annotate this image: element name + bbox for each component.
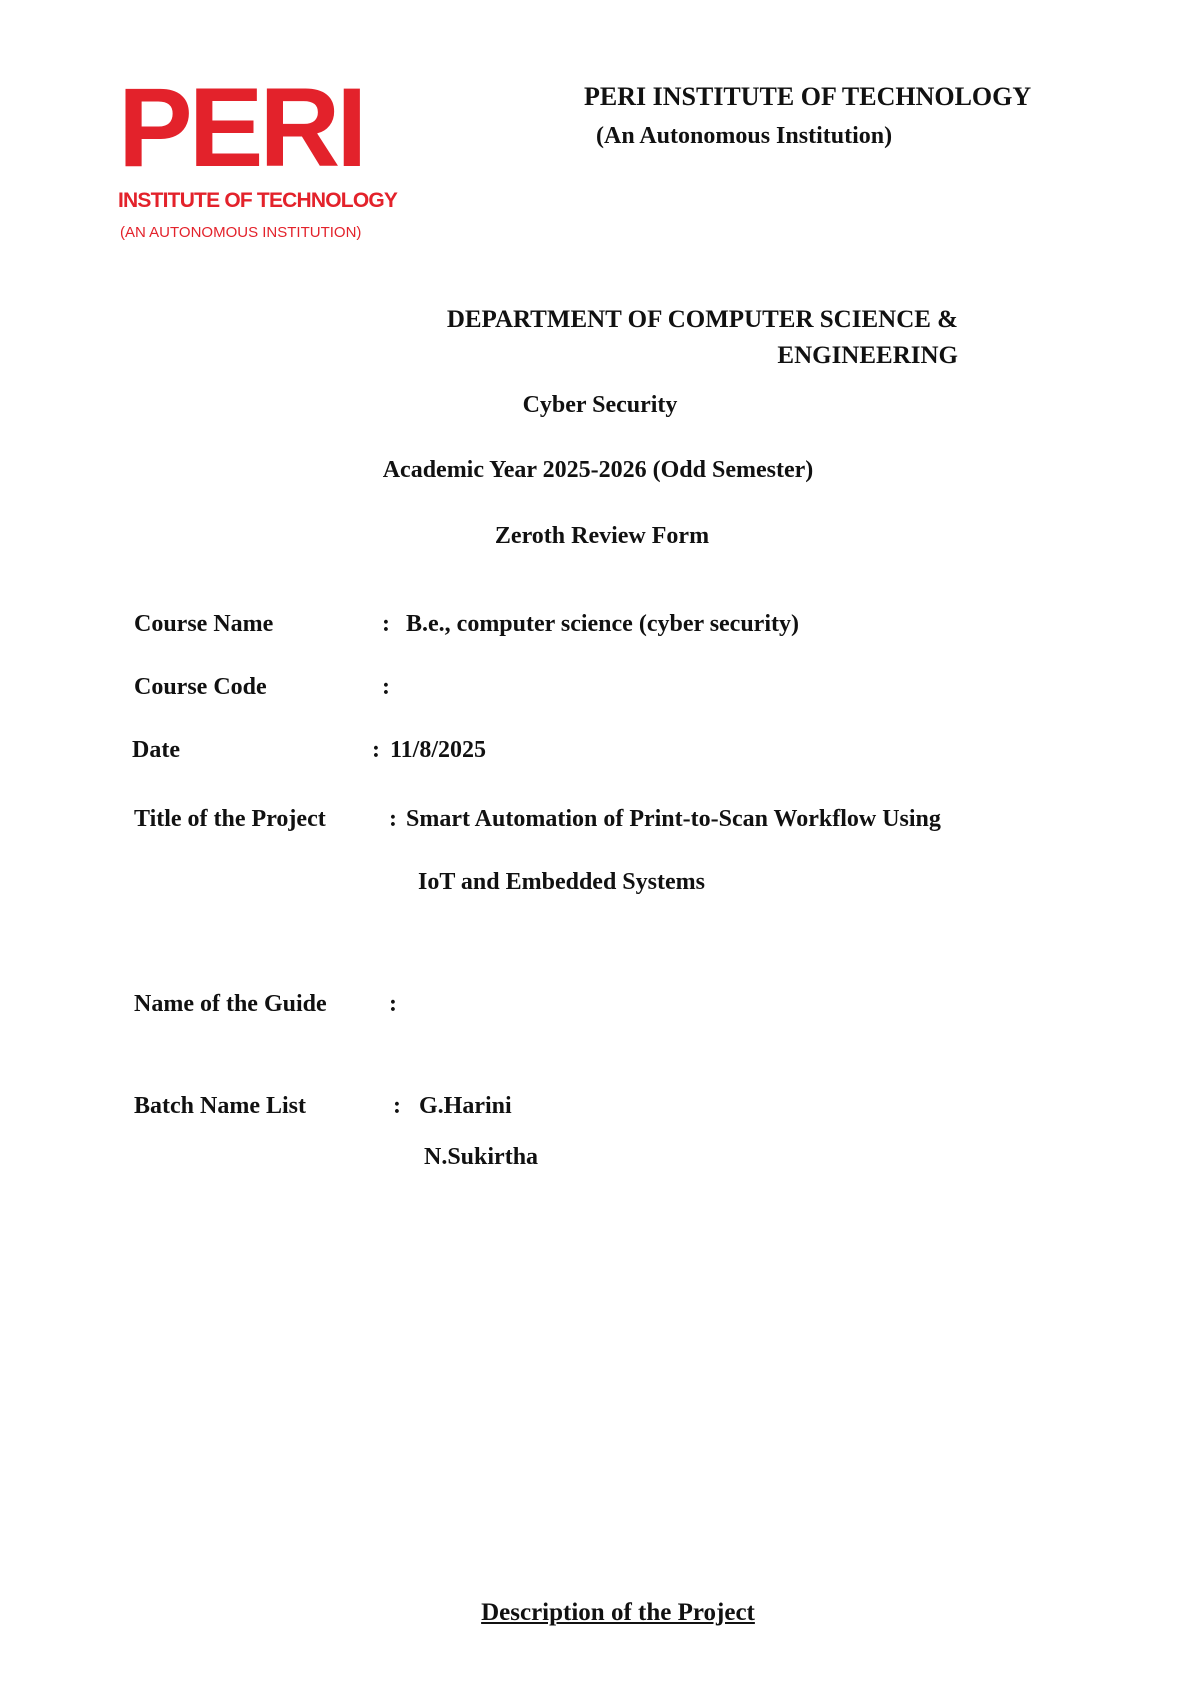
batch-colon: : (393, 1093, 401, 1119)
date-label: Date (132, 737, 180, 763)
logo-wordmark: PERI (118, 65, 364, 190)
academic-year: Academic Year 2025-2026 (Odd Semester) (382, 457, 814, 483)
department-line-2: ENGINEERING (777, 342, 958, 369)
batch-member: G.Harini (419, 1093, 512, 1119)
department-line-1: DEPARTMENT OF COMPUTER SCIENCE & (446, 306, 958, 333)
institution-name: PERI INSTITUTE OF TECHNOLOGY (584, 82, 1032, 111)
department-heading (258, 302, 958, 374)
course-name-value: B.e., computer science (cyber security) (406, 611, 799, 637)
form-title: Zeroth Review Form (494, 523, 710, 549)
institution-subtitle: (An Autonomous Institution) (596, 123, 893, 149)
project-title-label: Title of the Project (134, 806, 326, 832)
batch-member: N.Sukirtha (424, 1144, 539, 1170)
course-name-label: Course Name (134, 611, 274, 637)
logo-tagline: INSTITUTE OF TECHNOLOGY (118, 189, 398, 212)
date-value: 11/8/2025 (390, 737, 487, 763)
date-colon: : (372, 737, 380, 763)
specialization: Cyber Security (522, 392, 678, 418)
batch-label: Batch Name List (134, 1093, 306, 1119)
guide-colon: : (389, 991, 397, 1017)
course-code-colon: : (382, 674, 390, 700)
guide-label: Name of the Guide (134, 991, 327, 1017)
course-code-label: Course Code (134, 674, 267, 700)
project-title-value-line-1: Smart Automation of Print-to-Scan Workflow Using (406, 806, 941, 832)
course-name-colon: : (382, 611, 390, 637)
project-title-colon: : (389, 806, 397, 832)
logo-subtagline: (AN AUTONOMOUS INSTITUTION) (120, 224, 362, 241)
institution-logo (116, 65, 406, 250)
description-heading: Description of the Project (481, 1599, 755, 1626)
project-title-value-line-2: IoT and Embedded Systems (418, 869, 705, 895)
